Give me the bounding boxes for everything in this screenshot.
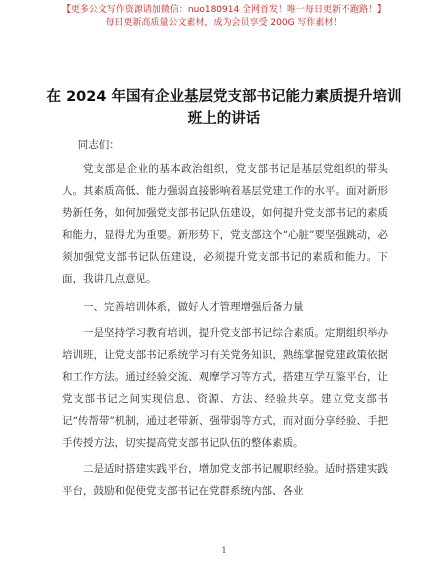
paragraph-point-1: 一是坚持学习教育培训，提升党支部书记综合素质。定期组织举办培训班，让党支部书记系统学习有关党务知识，熟练掌握党建政策依据和工作方法。通过经验交流、观摩学习等方式，搭建互学互鉴平台，让党支部书记之间实现信息、资源、方法、经验共享。建立党支部书记“传帮带”机制，通过老带新、强带弱等方式，而对面分享经验、手把手传授方法，切实提高党支部书记队伍的整体素质。: [62, 327, 388, 449]
salutation: 同志们：: [77, 139, 120, 151]
document-body: [62, 134, 388, 506]
paragraph-point-2: 二是适时搭建实践平台，增加党支部书记履职经验。适时搭建实践平台，鼓励和促使党支部书记在党群系统内部、各业: [62, 463, 388, 497]
paragraph-intro: 党支部是企业的基本政治组织，党支部书记是基层党组织的带头人。其素质高低、能力强弱直接影响着基层党建工作的水平。面对新形势新任务，如何加强党支部书记队伍建设，如何提升党支部书记的素质和能力，显得尤为重要。新形势下，党支部这个“心脏”要坚强跳动，必须加强党支部书记队伍建设，必须提升党支部书记的素质和能力。下面，我讲几点意见。: [62, 163, 388, 285]
promo-banner: [0, 4, 448, 30]
page-number: 1: [221, 546, 227, 555]
promo-banner-line-1: 【更多公文写作资源请加微信：nuo180914 全网首发！唯一每日更新不跑路！】: [61, 5, 387, 15]
promo-banner-line-2: 每日更新高质量公文素材，成为会员享受 200G 写作素材！: [105, 18, 343, 28]
section-heading-1: 一、完善培训体系，做好人才管理增强后备力量: [83, 301, 304, 313]
document-title: 在 2024 年国有企业基层党支部书记能力素质提升培训班上的讲话: [46, 89, 402, 127]
